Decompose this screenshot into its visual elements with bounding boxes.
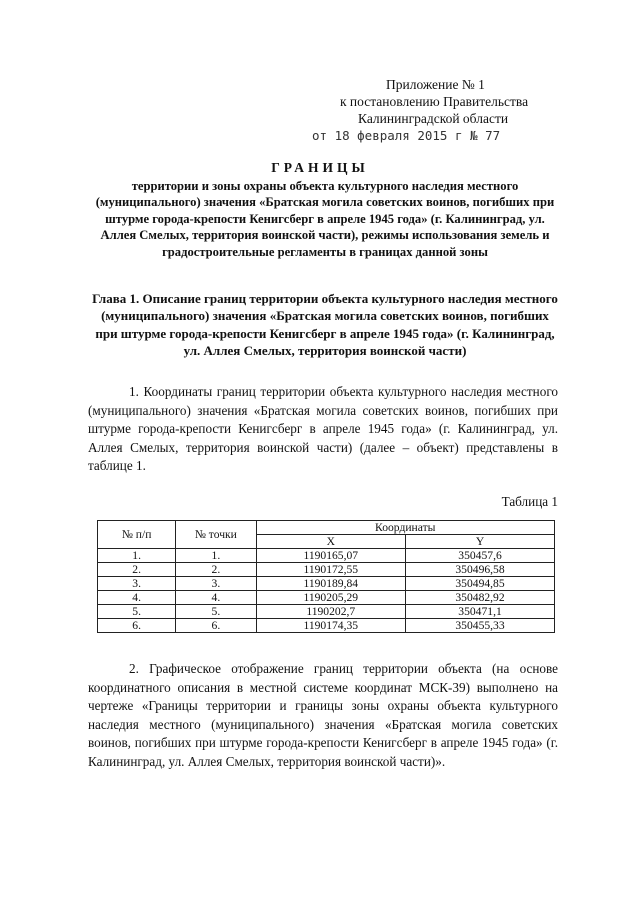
coordinates-table: [97, 520, 555, 633]
cell-y: 350494,85: [406, 577, 555, 591]
table-row: [98, 605, 555, 619]
cell-x: 1190174,35: [256, 619, 406, 633]
cell-number: 3.: [98, 577, 176, 591]
appendix-line-2: к постановлению Правительства: [340, 94, 529, 109]
appendix-date-line: от 18 февраля 2015 г № 77: [312, 128, 501, 143]
table-row: [98, 549, 555, 563]
header-coordinates: Координаты: [256, 521, 555, 535]
cell-x: 1190165,07: [256, 549, 406, 563]
table-row: [98, 619, 555, 633]
document-subtitle: территории и зоны охраны объекта культурного наследия местного (муниципального) значения «Братская могила советских воинов, погибших при штурме города-крепости Кенигсберг в апреле 1945 года» (г. Калининград, ул. Аллея Смелых, территория воинской части), режимы использования земель и градостроительные регламенты в границах данной зоны: [95, 179, 555, 259]
cell-y: 350496,58: [406, 563, 555, 577]
appendix-line-1: Приложение № 1: [386, 77, 485, 92]
cell-x: 1190202,7: [256, 605, 406, 619]
cell-number: 6.: [98, 619, 176, 633]
paragraph-1: 1. Координаты границ территории объекта культурного наследия местного (муниципального) значения «Братская могила советских воинов, погибших при штурме города-крепости Кенигсберг в апреле 1945 года» (г. Калининград, ул. Аллея Смелых, территория воинской части) (далее – объект) представлены в таблице 1.: [88, 384, 558, 474]
header-point: № точки: [176, 521, 256, 549]
cell-point: 1.: [176, 549, 256, 563]
cell-y: 350457,6: [406, 549, 555, 563]
header-number: № п/п: [98, 521, 176, 549]
document-title: ГРАНИЦЫ: [271, 160, 369, 175]
appendix-header: [300, 76, 560, 144]
cell-point: 4.: [176, 591, 256, 605]
table-row: [98, 591, 555, 605]
table-row: [98, 563, 555, 577]
cell-y: 350482,92: [406, 591, 555, 605]
cell-x: 1190205,29: [256, 591, 406, 605]
cell-point: 3.: [176, 577, 256, 591]
paragraph-2: 2. Графическое отображение границ территории объекта (на основе координатного описания в местной системе координат МСК-39) выполнено на чертеже «Границы территории и границы зоны охраны объекта культурного наследия местного (муниципального) значения «Братская могила советских воинов, погибших при штурме города-крепости Кенигсберг в апреле 1945 года» (г. Калининград, ул. Аллея Смелых, территория воинской части)».: [88, 661, 558, 769]
table-row: [98, 577, 555, 591]
cell-number: 4.: [98, 591, 176, 605]
cell-point: 5.: [176, 605, 256, 619]
cell-point: 2.: [176, 563, 256, 577]
cell-x: 1190172,55: [256, 563, 406, 577]
chapter-heading: Глава 1. Описание границ территории объекта культурного наследия местного (муниципального) значения «Братская могила советских воинов, погибших при штурме города-крепости Кенигсберг в апреле 1945 года» (г. Калининград, ул. Аллея Смелых, территория воинской части): [92, 291, 558, 359]
cell-y: 350455,33: [406, 619, 555, 633]
header-y: Y: [406, 535, 555, 549]
cell-point: 6.: [176, 619, 256, 633]
cell-number: 1.: [98, 549, 176, 563]
cell-number: 5.: [98, 605, 176, 619]
cell-y: 350471,1: [406, 605, 555, 619]
appendix-line-3: Калининградской области: [358, 111, 509, 126]
cell-x: 1190189,84: [256, 577, 406, 591]
header-x: X: [256, 535, 406, 549]
cell-number: 2.: [98, 563, 176, 577]
table-caption: Таблица 1: [501, 494, 558, 509]
